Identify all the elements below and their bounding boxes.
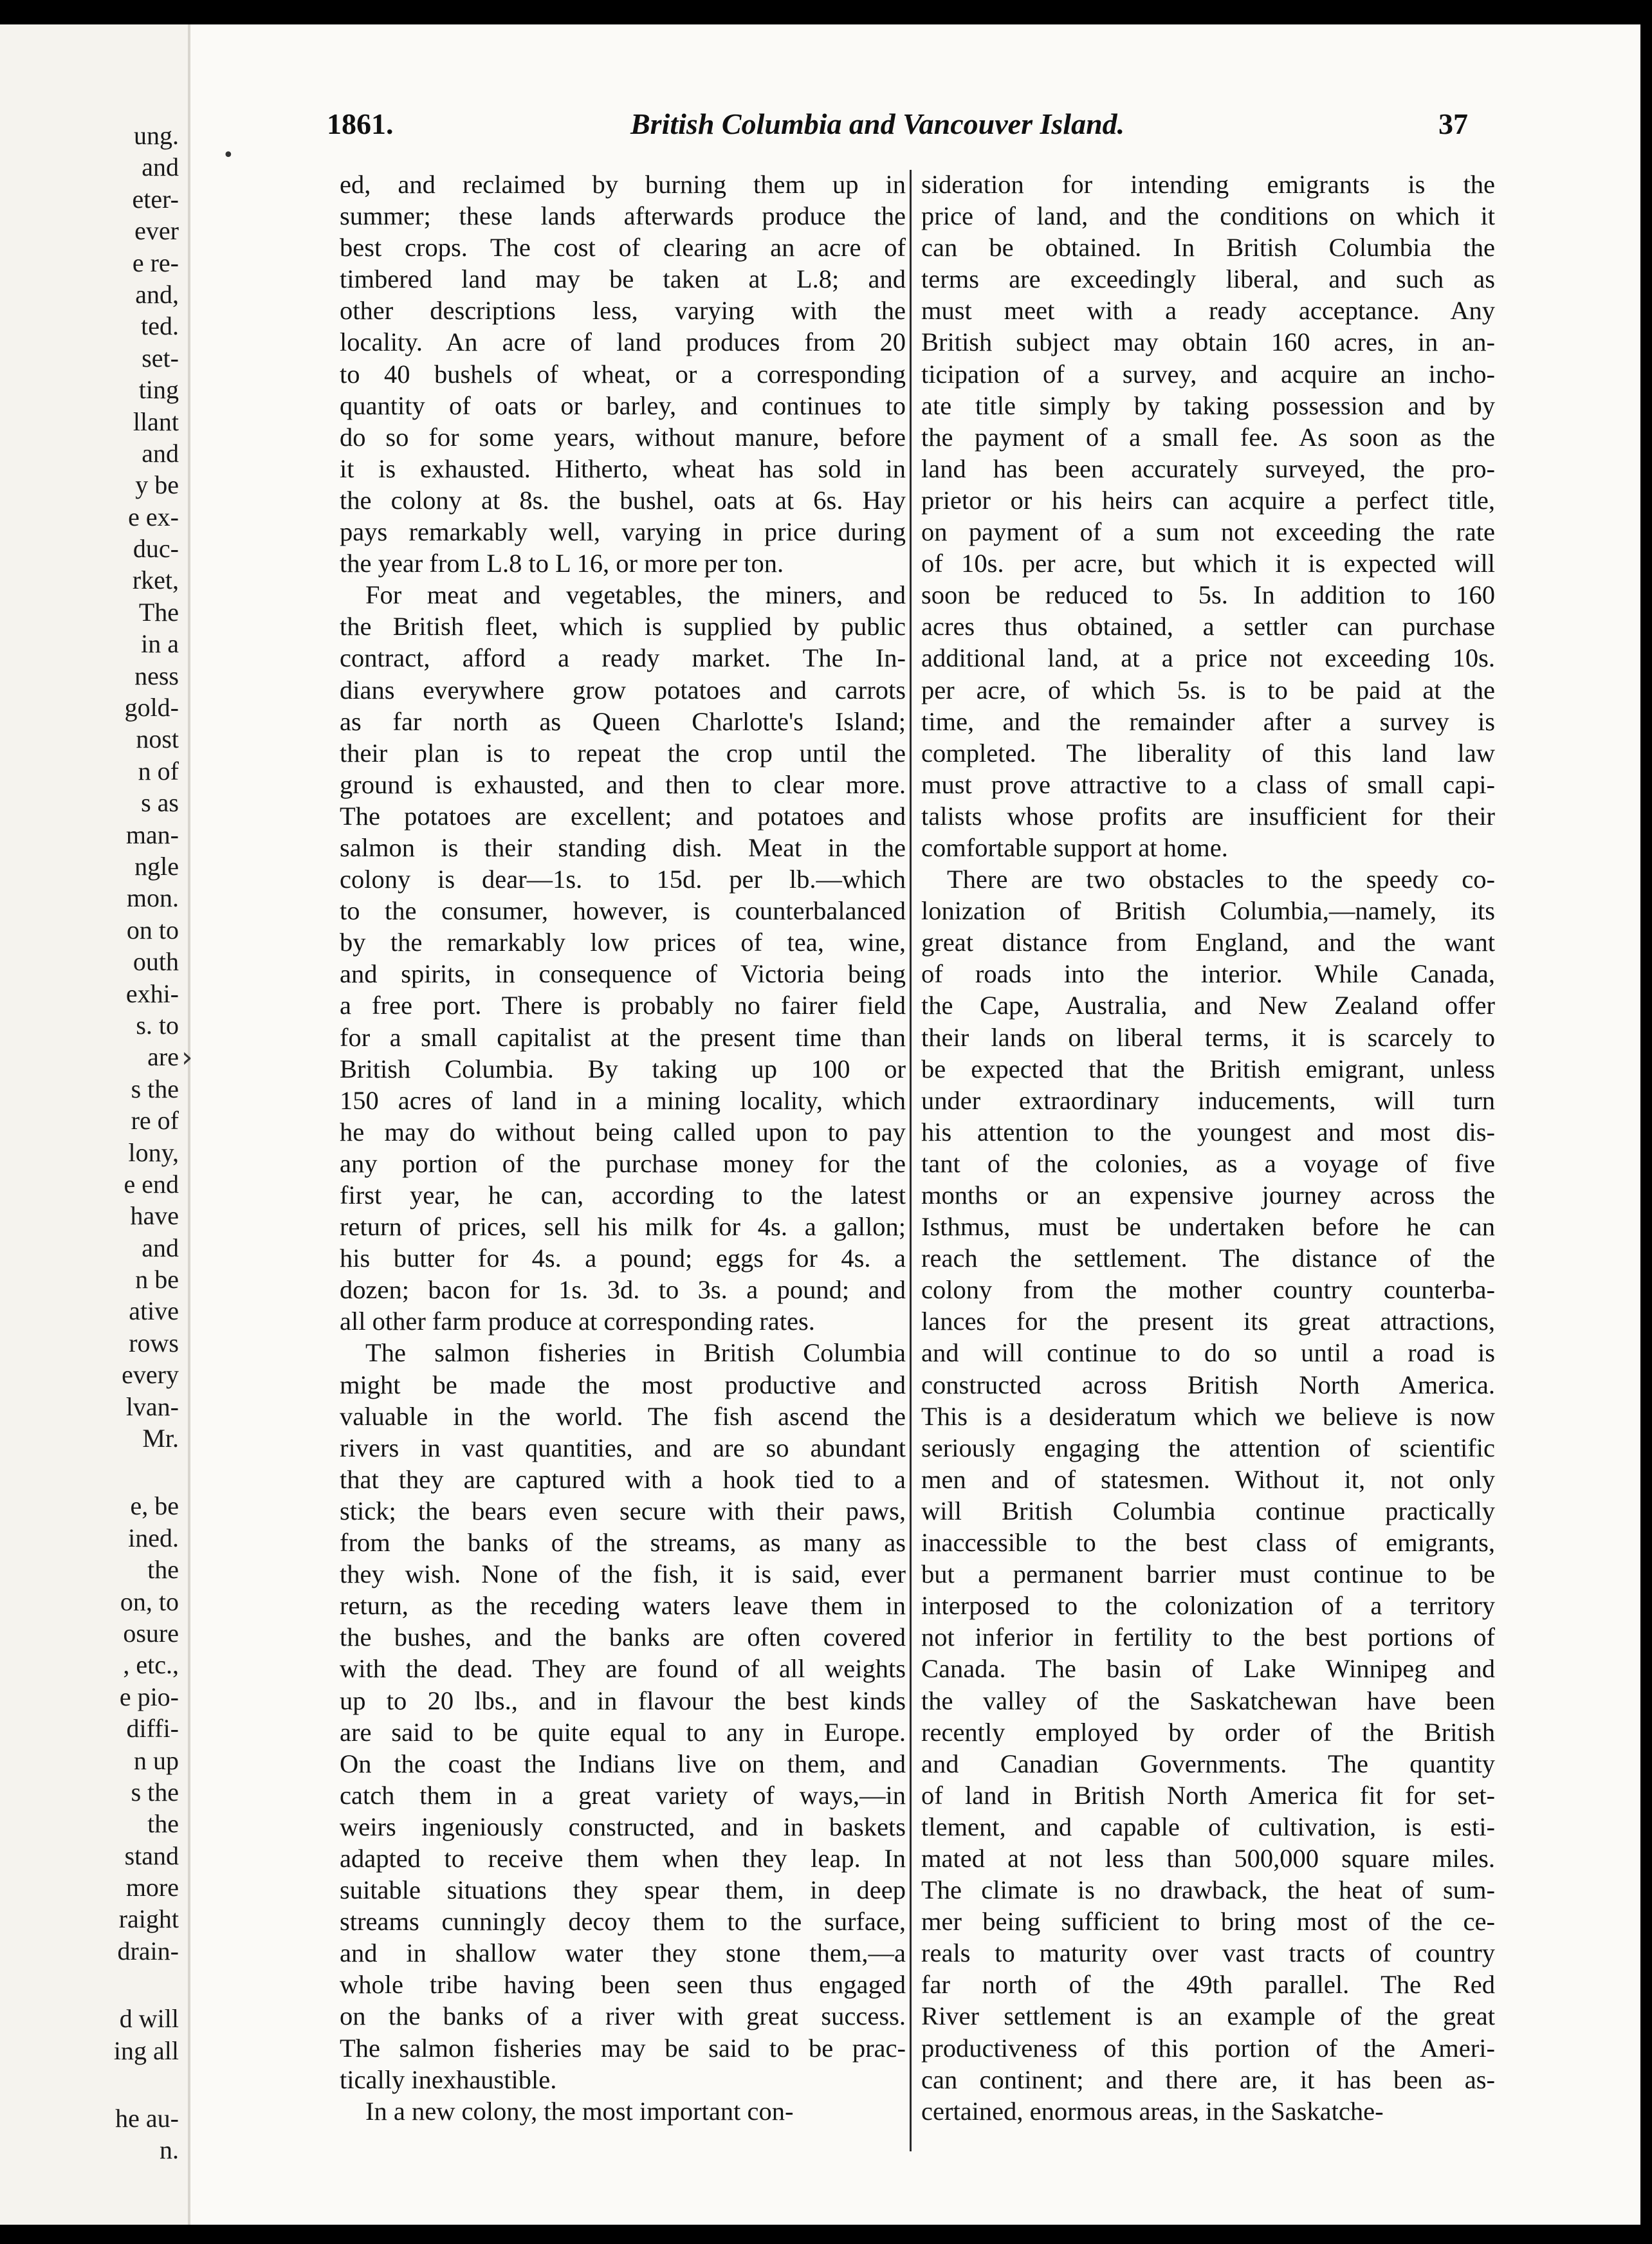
- text-line: The salmon fisheries in British Columbia: [365, 1338, 906, 1368]
- text-line: can continent; and there are, it has been as-: [921, 2065, 1495, 2094]
- text-line: all other farm produce at corresponding rates.: [340, 1307, 815, 1336]
- text-line: he may do without being called upon to pay: [340, 1117, 906, 1146]
- fragment-line: n up: [134, 1745, 179, 1775]
- text-line: recently employed by order of the British: [921, 1717, 1495, 1747]
- text-column-right: [921, 169, 1495, 2127]
- fragment-line: lvan-: [125, 1392, 179, 1421]
- text-line: the bushes, and the banks are often covered: [340, 1623, 906, 1652]
- text-column-left: [340, 169, 906, 2127]
- text-line: they wish. None of the fish, it is said, ever: [340, 1559, 906, 1589]
- text-line: In a new colony, the most important con-: [365, 2096, 794, 2126]
- text-line: productiveness of this portion of the Ameri-: [921, 2033, 1495, 2063]
- page-number: 37: [1438, 107, 1468, 140]
- text-line: Canada. The basin of Lake Winnipeg and: [921, 1654, 1495, 1684]
- text-line: lances for the present its great attractions,: [921, 1307, 1495, 1336]
- text-line: by the remarkably low prices of tea, wine,: [340, 928, 906, 957]
- fragment-line: in a: [141, 629, 179, 659]
- fragment-line: and: [142, 152, 179, 182]
- text-line: British Columbia. By taking up 100 or: [340, 1054, 906, 1083]
- fragment-line: outh: [133, 947, 179, 977]
- running-head: [190, 107, 1640, 152]
- text-line: This is a desideratum which we believe is now: [921, 1401, 1495, 1431]
- fragment-line: eter-: [132, 184, 179, 214]
- facing-page-text-fragment: [12, 120, 179, 2166]
- text-line: dians everywhere grow potatoes and carrots: [340, 675, 906, 704]
- text-line: on the banks of a river with great success.: [340, 2001, 906, 2031]
- text-line: 150 acres of land in a mining locality, which: [340, 1085, 906, 1115]
- text-line: On the coast the Indians live on them, and: [340, 1749, 906, 1778]
- fragment-line: re of: [131, 1106, 179, 1136]
- fragment-line: lony,: [128, 1137, 179, 1167]
- text-line: for a small capitalist at the present time than: [340, 1022, 906, 1052]
- text-line: acres thus obtained, a settler can purchase: [921, 612, 1495, 641]
- text-line: quantity of oats or barley, and continues to: [340, 391, 906, 420]
- text-line: men and of statesmen. Without it, not only: [921, 1464, 1495, 1494]
- text-line: certained, enormous areas, in the Saskatche-: [921, 2096, 1384, 2126]
- fragment-line: n be: [135, 1265, 179, 1294]
- running-head-year: 1861.: [327, 107, 394, 140]
- text-line: their lands on liberal terms, it is scarcely to: [921, 1022, 1495, 1052]
- fragment-line: rows: [129, 1328, 179, 1357]
- fragment-line: ing all: [113, 2036, 179, 2065]
- text-line: colony is dear—1s. to 15d. per lb.—which: [340, 865, 906, 894]
- text-line: locality. An acre of land produces from 20: [340, 327, 906, 357]
- text-line: with the dead. They are found of all weights: [340, 1654, 906, 1684]
- text-line: as far north as Queen Charlotte's Island;: [340, 706, 906, 736]
- text-line: must prove attractive to a class of small capi-: [921, 769, 1495, 799]
- fragment-line: llant: [133, 407, 179, 436]
- text-line: The climate is no drawback, the heat of sum-: [921, 1875, 1495, 1905]
- text-line: and Canadian Governments. The quantity: [921, 1749, 1495, 1778]
- text-line: first year, he can, according to the latest: [340, 1181, 906, 1209]
- fragment-line: s the: [131, 1777, 179, 1807]
- fragment-line: and: [142, 438, 179, 468]
- text-line: the Cape, Australia, and New Zealand offer: [921, 991, 1495, 1020]
- fragment-line: e pio-: [119, 1682, 179, 1711]
- text-line: time, and the remainder after a survey is: [921, 706, 1495, 736]
- fragment-line: more: [125, 1873, 179, 1902]
- fragment-line: ung.: [134, 121, 179, 150]
- fragment-line: on to: [126, 915, 179, 944]
- text-line: and in shallow water they stone them,—a: [340, 1938, 906, 1968]
- fragment-line: every: [122, 1360, 179, 1390]
- fragment-line: stand: [124, 1841, 179, 1870]
- fragment-line: ness: [134, 661, 179, 690]
- text-line: return, as the receding waters leave them in: [340, 1591, 906, 1621]
- text-line: ate title simply by taking possession and by: [921, 391, 1495, 420]
- fragment-line: and: [142, 1233, 179, 1262]
- text-line: the year from L.8 to L 16, or more per ton.: [340, 549, 784, 578]
- fragment-line: set-: [142, 343, 179, 372]
- text-line: that they are captured with a hook tied to a: [340, 1464, 906, 1494]
- text-line: ticipation of a survey, and acquire an incho-: [921, 359, 1495, 389]
- text-line: must meet with a ready acceptance. Any: [921, 296, 1495, 326]
- text-line: the British fleet, which is supplied by public: [340, 612, 906, 641]
- fragment-line: [12, 1967, 179, 2003]
- fragment-line: diffi-: [126, 1714, 179, 1743]
- text-line: For meat and vegetables, the miners, and: [365, 580, 906, 610]
- text-line: of land in British North America fit for set-: [921, 1780, 1495, 1810]
- text-line: up to 20 lbs., and in flavour the best kinds: [340, 1686, 906, 1715]
- fragment-line: ngle: [134, 851, 179, 881]
- text-line: prietor or his heirs can acquire a perfect title,: [921, 485, 1495, 515]
- text-line: the payment of a small fee. As soon as the: [921, 422, 1495, 452]
- text-line: will British Columbia continue practically: [921, 1496, 1495, 1525]
- text-line: sideration for intending emigrants is the: [921, 170, 1495, 199]
- fragment-line: ting: [138, 375, 179, 405]
- text-line: a free port. There is probably no fairer field: [340, 991, 906, 1020]
- text-line: reach the settlement. The distance of the: [921, 1244, 1495, 1273]
- text-line: the colony at 8s. the bushel, oats at 6s. Hay: [340, 485, 906, 515]
- text-line: tically inexhaustible.: [340, 2065, 557, 2094]
- text-line: whole tribe having been seen thus engaged: [340, 1970, 906, 2000]
- fragment-line: nost: [136, 724, 179, 754]
- text-line: tlement, and capable of cultivation, is esti-: [921, 1812, 1495, 1841]
- text-line: British subject may obtain 160 acres, in an-: [921, 327, 1495, 357]
- text-line: terms are exceedingly liberal, and such as: [921, 264, 1495, 294]
- fragment-line: e re-: [132, 248, 179, 277]
- fragment-line: on, to: [120, 1586, 179, 1616]
- fragment-line: osure: [123, 1618, 179, 1648]
- text-line: might be made the most productive and: [340, 1370, 906, 1399]
- column-rule: [910, 170, 912, 2151]
- text-line: under extraordinary inducements, will turn: [921, 1085, 1495, 1115]
- text-line: seriously engaging the attention of scientific: [921, 1433, 1495, 1462]
- running-head-title: British Columbia and Vancouver Island.: [630, 107, 1125, 140]
- fragment-line: the: [147, 1809, 179, 1839]
- text-line: his butter for 4s. a pound; eggs for 4s. a: [340, 1244, 906, 1273]
- text-line: mated at not less than 500,000 square miles.: [921, 1843, 1495, 1873]
- fragment-line: s. to: [136, 1010, 179, 1040]
- text-line: salmon is their standing dish. Meat in the: [340, 832, 906, 862]
- text-line: The potatoes are excellent; and potatoes and: [340, 801, 906, 831]
- text-line: do so for some years, without manure, before: [340, 422, 906, 452]
- text-line: the valley of the Saskatchewan have been: [921, 1686, 1495, 1715]
- text-line: to the consumer, however, is counterbalanced: [340, 896, 906, 926]
- text-line: adapted to receive them when they leap. In: [340, 1843, 906, 1873]
- text-line: to 40 bushels of wheat, or a corresponding: [340, 359, 906, 389]
- text-line: There are two obstacles to the speedy co-: [947, 865, 1495, 894]
- fragment-line: n.: [160, 2135, 179, 2165]
- text-line: on payment of a sum not exceeding the rate: [921, 517, 1495, 547]
- facing-page-fragment: [0, 24, 188, 2225]
- text-line: streams cunningly decoy them to the surface,: [340, 1907, 906, 1936]
- fragment-line: e, be: [130, 1491, 179, 1521]
- text-line: great distance from England, and the want: [921, 928, 1495, 957]
- fragment-line: e end: [124, 1169, 179, 1199]
- text-line: their plan is to repeat the crop until the: [340, 738, 906, 768]
- text-line: are said to be quite equal to any in Europe.: [340, 1717, 906, 1747]
- text-line: valuable in the world. The fish ascend the: [340, 1401, 906, 1431]
- text-line: inaccessible to the best class of emigrants,: [921, 1528, 1495, 1558]
- text-line: ground is exhausted, and then to clear more.: [340, 769, 906, 799]
- text-line: rivers in vast quantities, and are so abundant: [340, 1433, 906, 1462]
- fragment-line: rket,: [132, 566, 179, 595]
- fragment-line: ever: [134, 216, 179, 246]
- text-line: weirs ingeniously constructed, and in baskets: [340, 1812, 906, 1841]
- text-line: talists whose profits are insufficient for their: [921, 801, 1495, 831]
- text-line: additional land, at a price not exceeding 10s.: [921, 643, 1495, 673]
- text-line: land has been accurately surveyed, the pro-: [921, 454, 1495, 483]
- fragment-line: Mr.: [142, 1424, 179, 1453]
- text-line: completed. The liberality of this land law: [921, 738, 1495, 768]
- text-line: best crops. The cost of clearing an acre of: [340, 233, 906, 262]
- text-line: soon be reduced to 5s. In addition to 160: [921, 580, 1495, 610]
- text-line: stick; the bears even secure with their paws,: [340, 1496, 906, 1525]
- fragment-line: d will: [119, 2004, 179, 2034]
- text-line: lonization of British Columbia,—namely, its: [921, 896, 1495, 926]
- text-line: per acre, of which 5s. is to be paid at the: [921, 675, 1495, 704]
- text-line: mer being sufficient to bring most of the ce-: [921, 1907, 1495, 1936]
- text-line: other descriptions less, varying with the: [340, 296, 906, 326]
- text-line: summer; these lands afterwards produce the: [340, 201, 906, 231]
- text-line: The salmon fisheries may be said to be prac-: [340, 2033, 906, 2063]
- text-line: can be obtained. In British Columbia the: [921, 233, 1495, 262]
- fragment-line: The: [138, 597, 179, 627]
- text-line: from the banks of the streams, as many as: [340, 1528, 906, 1558]
- text-line: catch them in a great variety of ways,—in: [340, 1780, 906, 1810]
- text-line: comfortable support at home.: [921, 832, 1228, 862]
- text-line: interposed to the colonization of a territory: [921, 1591, 1495, 1621]
- fragment-line: ative: [129, 1296, 179, 1326]
- fragment-line: duc-: [133, 534, 179, 564]
- text-line: tant of the colonies, as a voyage of five: [921, 1148, 1495, 1178]
- fragment-line: gold-: [124, 693, 179, 722]
- text-line: Isthmus, must be undertaken before he can: [921, 1212, 1495, 1242]
- fragment-line: [12, 1454, 179, 1490]
- text-line: his attention to the youngest and most dis-: [921, 1117, 1495, 1146]
- text-line: any portion of the purchase money for the: [340, 1148, 906, 1178]
- text-line: constructed across British North America.: [921, 1370, 1495, 1399]
- fragment-line: s the: [131, 1074, 179, 1103]
- fragment-line: have: [130, 1201, 179, 1231]
- text-line: of 10s. per acre, but which it is expected will: [921, 549, 1495, 578]
- fragment-line: drain-: [117, 1936, 179, 1965]
- text-line: timbered land may be taken at L.8; and: [340, 264, 906, 294]
- margin-arrow-mark: ›: [181, 1041, 193, 1074]
- fragment-line: y be: [135, 470, 179, 500]
- text-line: ed, and reclaimed by burning them up in: [340, 170, 906, 199]
- fragment-line: man-: [125, 820, 179, 849]
- fragment-line: are: [147, 1042, 179, 1072]
- fragment-line: [12, 2066, 179, 2102]
- text-line: of roads into the interior. While Canada,: [921, 959, 1495, 989]
- text-line: dozen; bacon for 1s. 3d. to 3s. a pound; and: [340, 1275, 906, 1305]
- text-line: pays remarkably well, varying in price during: [340, 517, 906, 547]
- text-line: contract, afford a ready market. The In-: [340, 643, 906, 673]
- fragment-line: and,: [135, 279, 179, 309]
- text-line: return of prices, sell his milk for 4s. a gallon;: [340, 1212, 906, 1242]
- fragment-line: exhi-: [125, 979, 179, 1008]
- text-line: River settlement is an example of the great: [921, 2001, 1495, 2031]
- fragment-line: he au-: [115, 2104, 179, 2133]
- text-line: price of land, and the conditions on which it: [921, 201, 1495, 231]
- text-line: be expected that the British emigrant, unless: [921, 1054, 1495, 1083]
- fragment-line: s as: [141, 788, 179, 818]
- text-line: colony from the mother country counterba-: [921, 1275, 1495, 1305]
- fragment-line: n of: [138, 756, 179, 786]
- fragment-line: , etc.,: [123, 1650, 179, 1680]
- text-line: far north of the 49th parallel. The Red: [921, 1970, 1495, 2000]
- fragment-line: raight: [118, 1904, 179, 1934]
- text-line: and spirits, in consequence of Victoria being: [340, 959, 906, 989]
- fragment-line: e ex-: [128, 502, 179, 531]
- text-line: it is exhausted. Hitherto, wheat has sold in: [340, 454, 906, 483]
- text-line: months or an expensive journey across the: [921, 1181, 1495, 1209]
- text-line: not inferior in fertility to the best portions of: [921, 1623, 1495, 1652]
- text-line: suitable situations they spear them, in deep: [340, 1875, 906, 1905]
- fragment-line: mon.: [126, 883, 179, 913]
- fragment-line: the: [147, 1555, 179, 1585]
- page-37: [181, 24, 1640, 2225]
- fragment-line: ted.: [141, 311, 179, 341]
- margin-dot-mark: •: [223, 144, 234, 167]
- text-line: reals to maturity over vast tracts of country: [921, 1938, 1495, 1968]
- text-line: and will continue to do so until a road is: [921, 1338, 1495, 1368]
- fragment-line: ined.: [128, 1523, 179, 1552]
- text-line: but a permanent barrier must continue to be: [921, 1559, 1495, 1589]
